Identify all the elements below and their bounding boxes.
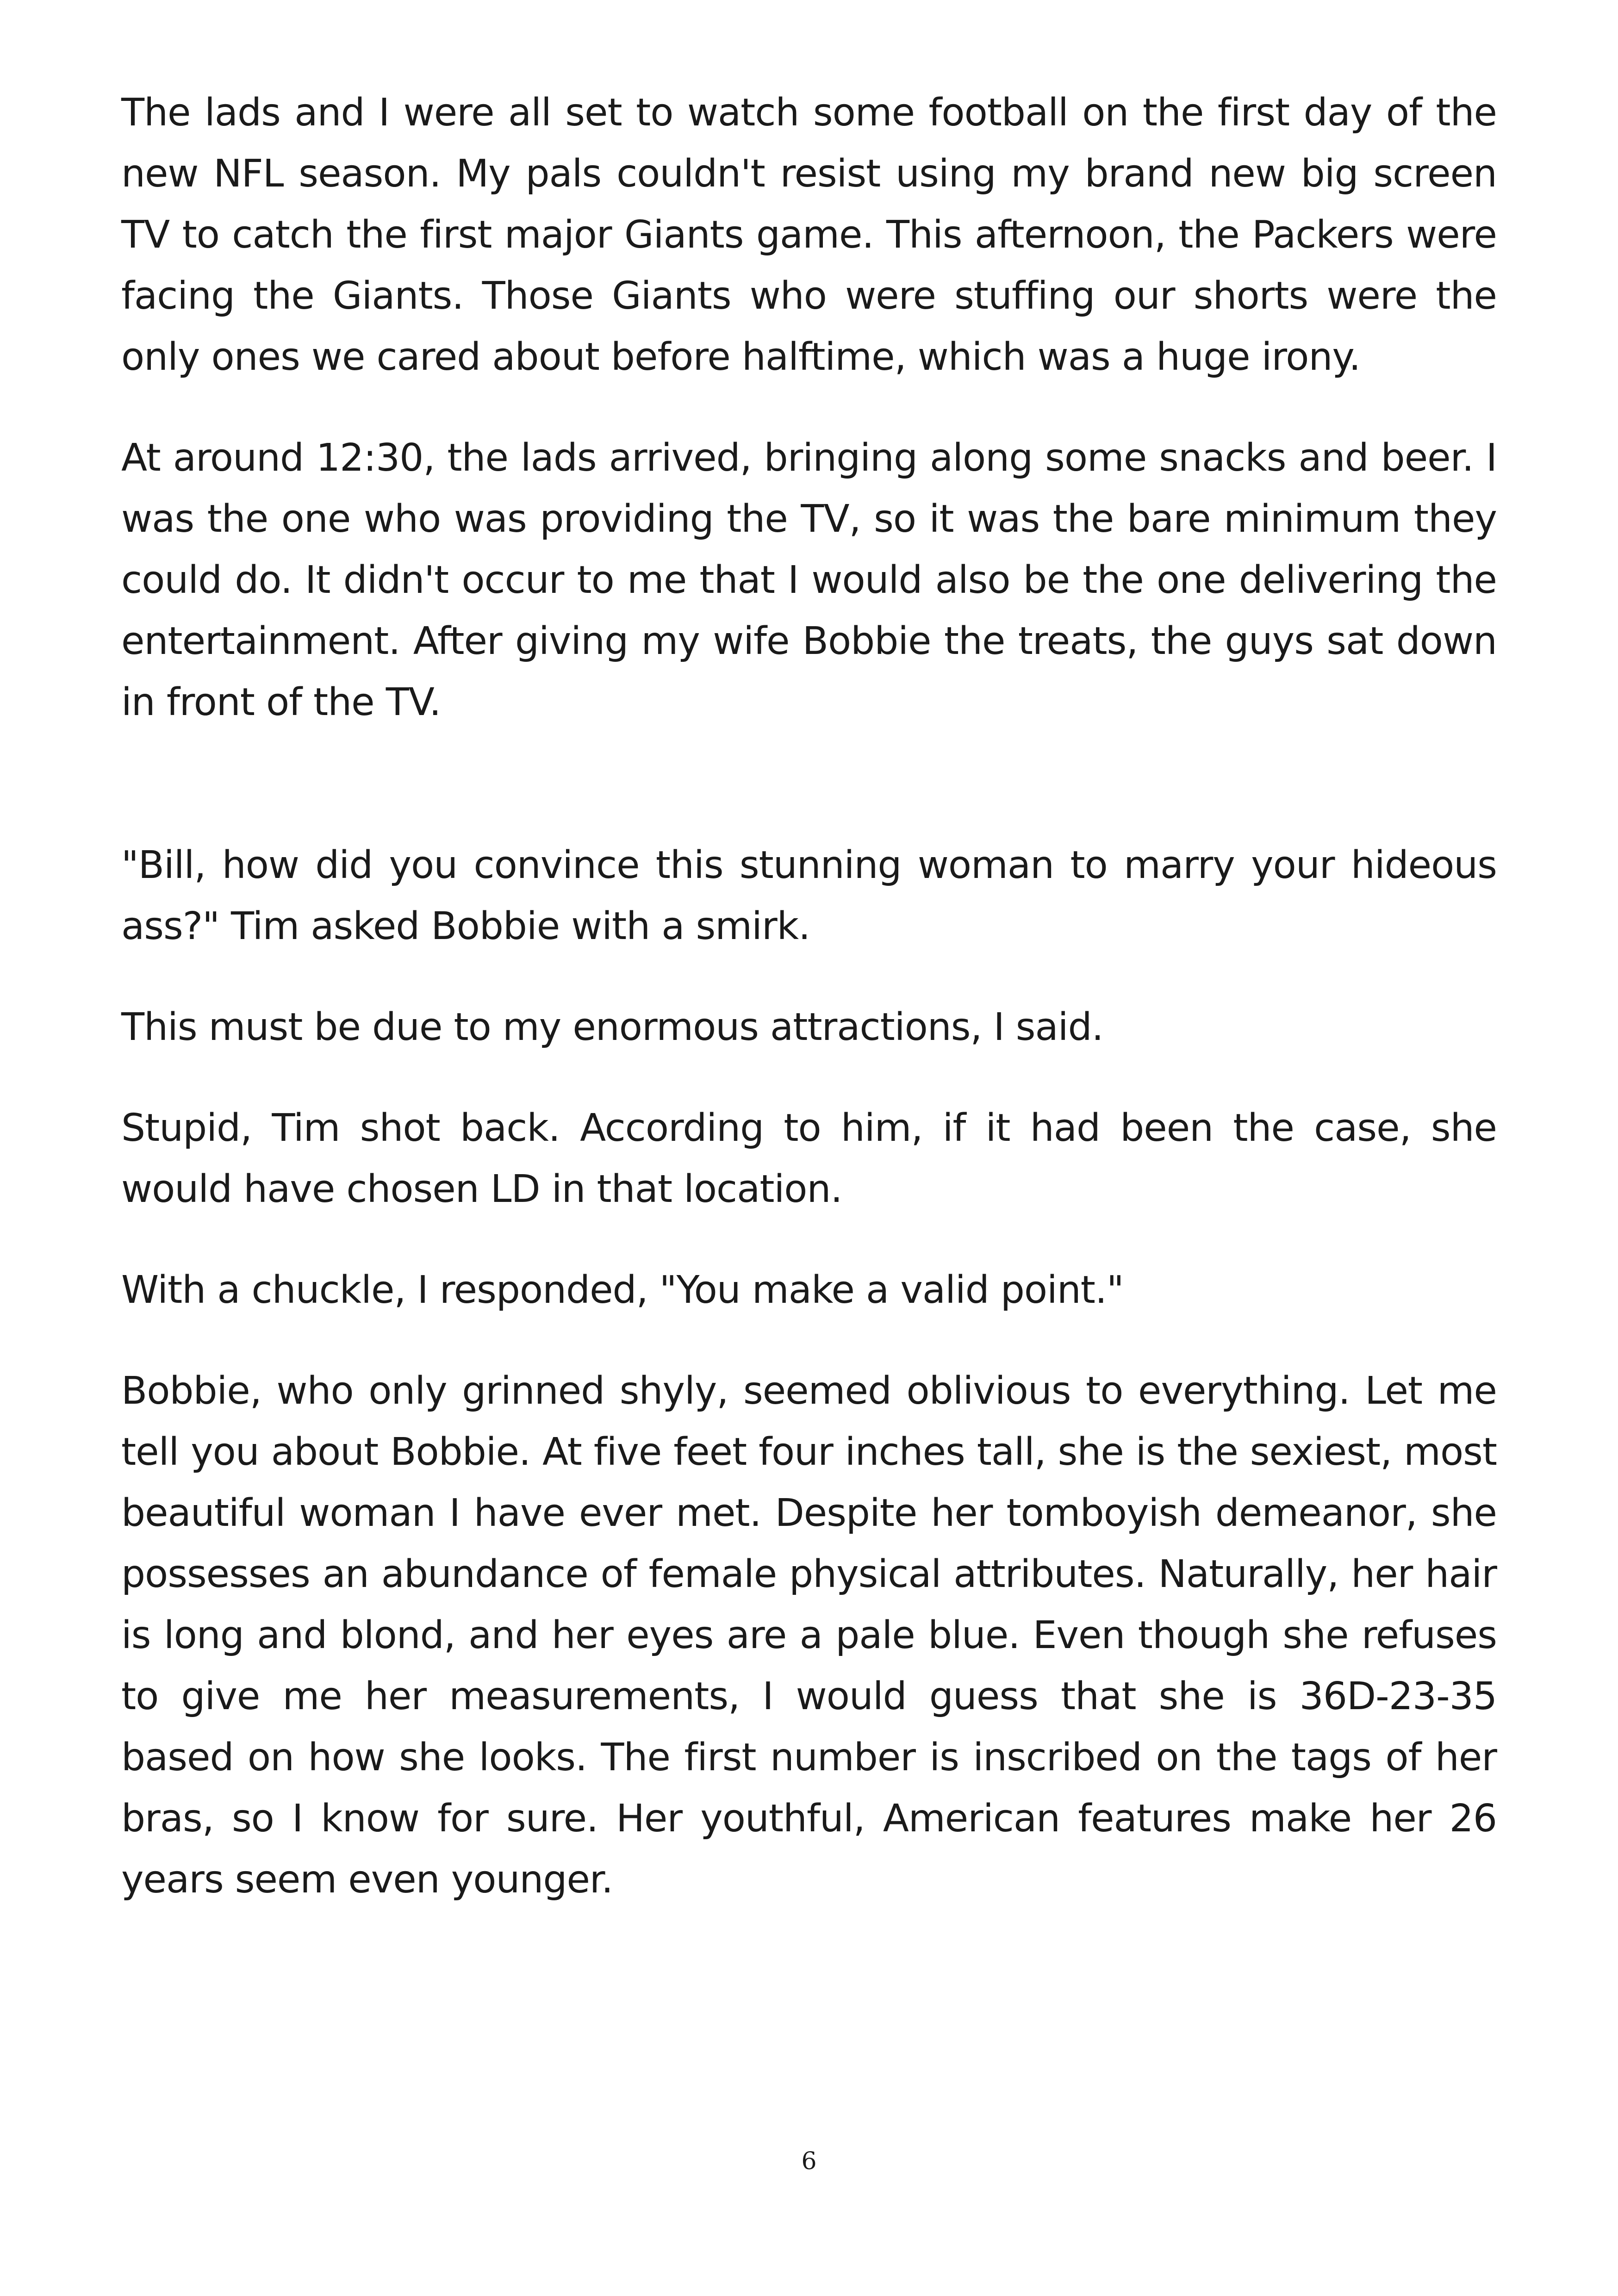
body-text: [121, 82, 1497, 1950]
paragraph-7: Bobbie, who only grinned shyly, seemed oblivious to everything. Let me tell you about Bobbie. At five feet four inches tall, she is the sexiest, most beautiful woman I have ever met. Despite her tomboyish demeanor, she possesses an abundance of female physical attributes. Naturally, her hair is long and blond, and her eyes are a pale blue. Even though she refuses to give me her measurements, I would guess that she is 36D-23-35 based on how she looks. The first number is inscribed on the tags of her bras, so I know for sure. Her youthful, American features make her 26 years seem even younger.: [121, 1369, 1497, 1902]
page-number: 6: [801, 2147, 817, 2175]
paragraph-1: The lads and I were all set to watch some football on the first day of the new NFL season. My pals couldn't resist using my brand new big screen TV to catch the first major Giants game. This afternoon, the Packers were facing the Giants. Those Giants who were stuffing our shorts were the only ones we cared about before halftime, which was a huge irony.: [121, 91, 1497, 379]
paragraph-5: Stupid, Tim shot back. According to him, if it had been the case, she would have chosen LD in that location.: [121, 1106, 1497, 1211]
paragraph-2: At around 12:30, the lads arrived, bringing along some snacks and beer. I was the one who was providing the TV, so it was the bare minimum they could do. It didn't occur to me that I would also be the one delivering the entertainment. After giving my wife Bobbie the treats, the guys sat down in front of the TV.: [121, 436, 1497, 724]
paragraph-6: With a chuckle, I responded, "You make a valid point.": [121, 1268, 1124, 1312]
paragraph-4: This must be due to my enormous attractions, I said.: [121, 1005, 1103, 1049]
paragraph-3: "Bill, how did you convince this stunning woman to marry your hideous ass?" Tim asked Bobbie with a smirk.: [121, 843, 1497, 948]
